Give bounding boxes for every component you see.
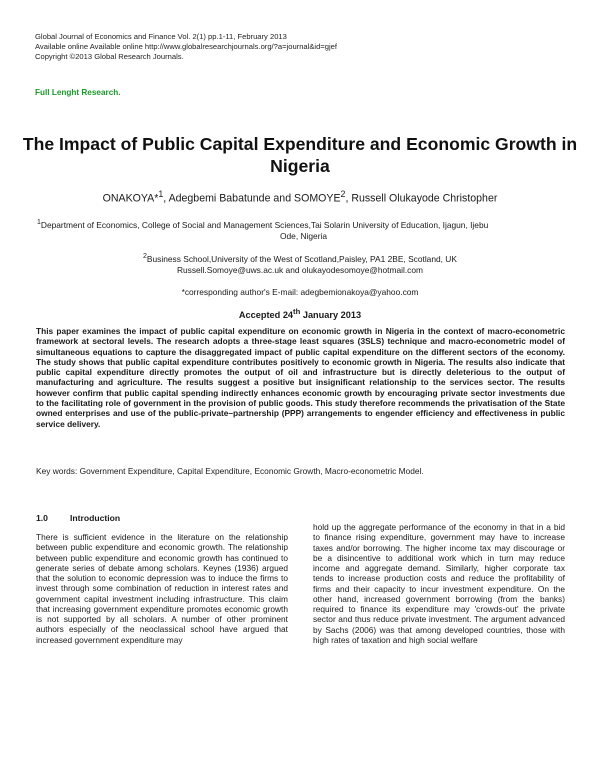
affiliation-2-mark: 2 bbox=[143, 253, 147, 260]
section-title: Introduction bbox=[70, 513, 121, 523]
accepted-date bbox=[20, 307, 580, 320]
accepted-suffix: January 2013 bbox=[300, 310, 362, 321]
paper-title: The Impact of Public Capital Expenditure and Economic Growth in Nigeria bbox=[22, 134, 578, 176]
corresponding-author-email: *corresponding author's E-mail: adegbemionakoya@yahoo.com bbox=[181, 287, 419, 297]
keywords: Key words: Government Expenditure, Capital Expenditure, Economic Growth, Macro-econometric Model. bbox=[36, 466, 424, 476]
author-2-affiliation-mark: 2 bbox=[340, 189, 346, 199]
affiliation-1-line-2: Ode, Nigeria bbox=[279, 230, 327, 241]
affiliation-2 bbox=[20, 251, 580, 277]
body-column-right: hold up the aggregate performance of the economy in that in a bid to finance rising expenditure, government may have to increase taxes and/or borrowing. The higher income tax may discourage or be a disincentive to additional work which in turn may reduce income and aggregate demand. Similarly, higher corporate tax tends to increase production costs and reduce the profitability of firms and their capacity to incur investment expenditure. On the other hand, increased government borrowing (from the banks) required to finance its expenditure may 'crowds-out' the private sector and thus reduce private investment. The argument advanced by Sachs (2006) was that among developed countries, those with high rates of taxation and high social welfare bbox=[313, 522, 565, 645]
affiliation-2-line-1: Business School,University of the West of Scotland,Paisley, PA1 2BE, Scotland, UK bbox=[146, 253, 457, 264]
affiliation-1-mark: 1 bbox=[37, 219, 41, 226]
accepted-prefix: Accepted 24 bbox=[238, 310, 294, 321]
affiliation-2-emails: Russell.Somoye@uws.ac.uk and olukayodesomoye@hotmail.com bbox=[176, 265, 424, 276]
section-heading bbox=[36, 513, 120, 523]
journal-citation: Global Journal of Economics and Finance Vol. 2(1) pp.1-11, February 2013 bbox=[35, 32, 287, 41]
author-list-middle: , Adegbemi Babatunde and SOMOYE bbox=[163, 192, 341, 205]
journal-availability: Available online Available online http://www.globalresearchjournals.org/?a=journal&id=gjef bbox=[35, 42, 337, 52]
author-1-name: ONAKOYA* bbox=[102, 192, 159, 205]
affiliation-1 bbox=[37, 217, 570, 242]
abstract: This paper examines the impact of public capital expenditure on economic growth in Nigeria in the context of macro-econometric framework at sectoral levels. The research adopts a three-stage least squares (3SLS) technique and macro-econometric model of simultaneous equations to capture the disaggregated impact of public capital expenditure on the different sectors of the economy. The study shows that public capital expenditure contributes positively to economic growth in Nigeria. The results also indicate that public capital expenditure directly promotes the output of oil and infrastructure but is directly deleterious to the output of manufacturing and agriculture. The results suggest a positive but insignificant relationship to the services sector. The results however confirm that public capital spending indirectly enhances economic growth by encouraging private sector investments due to the facilitating role of government in the provision of public goods. This study therefore recommends the privatisation of the State owned enterprises and use of the public-private–partnership (PPP) arrangements to engender efficiency and effectiveness in public service delivery. bbox=[36, 326, 565, 429]
author-1-affiliation-mark: 1 bbox=[158, 189, 164, 199]
research-type-label: Full Lenght Research. bbox=[35, 88, 121, 97]
section-number: 1.0 bbox=[36, 513, 48, 523]
author-list bbox=[20, 189, 580, 205]
affiliation-1-line-1: Department of Economics, College of Social and Management Sciences,Tai Solarin University of Education, Ijagun, Ijebu bbox=[40, 219, 489, 230]
body-column-left: There is sufficient evidence in the literature on the relationship between public expenditure and economic growth. The relationship between public expenditure and economic growth has continued to generate series of debate among scholars. Keynes (1936) argued that the solution to economic depression was to induce the firms to invest through some combination of reduction in interest rates and government capital investment including infrastructure. This claim that increasing government expenditure promotes economic growth is not supported by all scholars. A number of other prominent authors especially of the neoclassical school have argued that increased government expenditure may bbox=[36, 532, 288, 645]
journal-header bbox=[35, 32, 337, 63]
journal-copyright: Copyright ©2013 Global Research Journals. bbox=[35, 52, 184, 62]
accepted-day-suffix: th bbox=[293, 307, 301, 316]
author-list-end: , Russell Olukayode Christopher bbox=[345, 192, 498, 205]
